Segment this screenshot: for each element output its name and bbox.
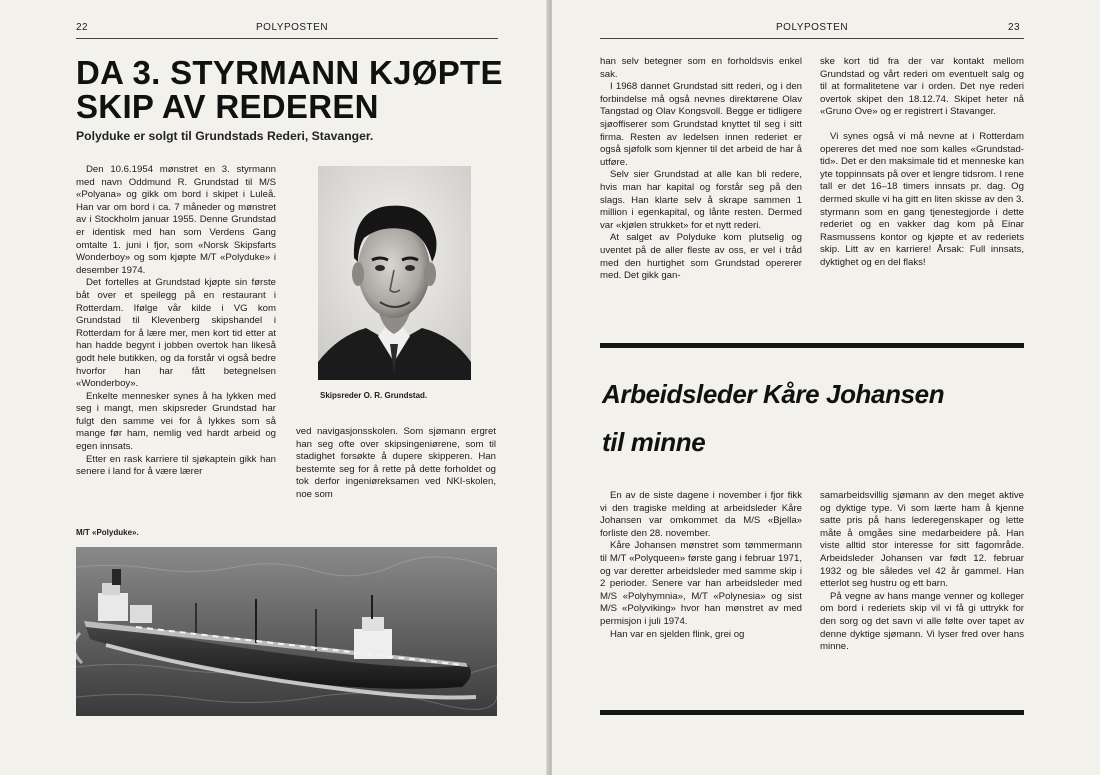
article-subheadline: Polyduke er solgt til Grundstads Rederi, Stavanger. [76,129,374,143]
paragraph: Han var en sjelden flink, grei og [610,628,745,640]
article-headline [76,56,516,124]
paragraph: han selv betegner som en forholdsvis enkel sak. [600,56,802,80]
paragraph: Det fortelles at Grundstad kjøpte sin første båt over et speilegg på en restaurant i Rotterdam. Ifølge vår kilde i VG kom Grundstad til Klevenberg skipshandel i Rotterdam for å lære mer, men kort tid etter at han hadde begynt i jobben overtok han likeså godt hele butikken, og da forstår vi også bedre hvorfor han har fått betegnelsen «Wonderboy». [76,277,276,390]
portrait-photo [318,166,471,380]
obituary-title-line-1: Arbeidsleder Kåre Johansen [602,379,945,409]
running-head: POLYPOSTEN [776,22,849,33]
ship-photo [76,547,497,716]
right-page [552,0,1100,775]
article-column-2 [296,426,496,502]
obituary-title-line-2: til minne [602,427,706,457]
ship-caption: M/T «Polyduke». [76,528,139,537]
paragraph: Etter en rask karriere til sjøkaptein gikk han senere i land for å være lærer [76,453,276,478]
section-divider [600,343,1024,348]
bottom-divider [600,710,1024,715]
headline-line-1: DA 3. STYRMANN KJØPTE [76,54,503,91]
paragraph: ved navigasjonsskolen. Som sjømann ergret han seg ofte over skipsingeniørene, som til stadighet forsøkte å dupere skipperen. Han bestemte seg for å rette på dette forholdet og tok derfor ingeniøreksamen ved NKI-skolen, noe som [296,426,496,500]
obituary-column-2 [820,490,1024,654]
paragraph: Vi synes også vi må nevne at i Rotterdam opereres det med noe som kalles «Grundstad-tid». Det er den maksimale tid et menneske kan yte toppinnsats på over et lengre tidsrom. I rene tall er det 16–18 timers innsats pr. dag. Og dermed skulle vi ha gitt en liten skisse av den 3. styrmann som en gang tjenestegjorde i dette rederiet og en vakker dag kom på Einar Rasmussens kontor og kjøpte et av rederiets skip. Litt av en karriere! Årsak: Full innsats, dyktighet og en del flaks! [820,130,1024,268]
running-head: POLYPOSTEN [256,22,329,33]
header-rule [600,38,1024,39]
page-number: 23 [1008,22,1021,33]
portrait-illustration [318,166,471,380]
headline-line-2: SKIP AV REDEREN [76,88,379,125]
portrait-caption: Skipsreder O. R. Grundstad. [320,391,428,400]
paragraph: På vegne av hans mange venner og kolleger om bord i rederiets skip vil vi få gi uttrykk for den sorg og det savn vi alle følte over tapet av denne dyktige sjømann. Vi lyser fred over hans minne. [820,590,1024,653]
article-continued-column-2 [820,56,1024,270]
left-page [0,0,548,775]
paragraph: Selv sier Grundstad at alle kan bli redere, hvis man har kapital og forstår seg på den slags. Han klarte selv å skrape sammen 1 million i egenkapital, og lånte resten. Dermed var «kjølen strukket» for et nytt rederi. [600,169,802,231]
paragraph: samarbeidsvillig sjømann av den meget aktive og dyktige type. Vi som lærte ham å kjenne satte pris på hans lederegenskaper og lette måte å omgåes sine medarbeidere på. Han viste alltid stor interesse for sitt fagområde. Arbeidsleder Johansen var født 12. februar 1932 og ble således vel 42 år gammel. Han etterlot seg hustru og ett barn. [820,490,1024,590]
paragraph: I 1968 dannet Grundstad sitt rederi, og i den forbindelse må også nevnes direktørene Olav Tangstad og Olav Kongsvoll. Begge er tidligere sjøoffiserer som Grundstad knyttet til seg i sitt firma. Resten av ledelsen innen rederiet er også sjøfolk som kjenner til det arbeid de har å utføre. [600,81,802,168]
obituary-column-1 [600,490,802,641]
paragraph: At salget av Polyduke kom plutselig og uventet på de aller fleste av oss, er vel i tråd med den hurtighet som Grundstad opererer med. Det gikk gan- [600,232,802,282]
paragraph: ske kort tid fra der var kontakt mellom Grundstad og vårt rederi om eventuelt salg og til at formalitetene var i orden. Det nye rederi overtok skipet den 18.12.74. Skipet heter nå «Gruno Ove» og er registrert i Stavanger. [820,56,1024,118]
paragraph: En av de siste dagene i november i fjor fikk vi den tragiske melding at arbeidsleder Kåre Johansen var omkommet da M/S «Bjella» forliste den 28. november. [600,490,802,539]
paragraph: Enkelte mennesker synes å ha lykken med seg i mangt, men skipsreder Grundstad har fulgt den samme vei for å lykkes som så mange før ham, nemlig ved hardt arbeid og egen innsats. [76,390,276,453]
paragraph: Den 10.6.1954 mønstret en 3. styrmann med navn Oddmund R. Grundstad til M/S «Polyana» og gikk om bord i skipet i Luleå. Han var om bord i ca. 7 måneder og mønstret av i Stockholm januar 1955. Denne Grundstad er identisk med han som Verdens Gang omtalte 1. juni i fjor, som «Norsk Skipsfarts Wonderboy» og som kjøpte M/T «Polyduke» i desember 1974. [76,164,276,276]
paragraph: Kåre Johansen mønstret som tømmermann til M/T «Polyqueen» første gang i februar 1971, og var deretter arbeidsleder med samme skip i 2 perioder. Senere var han arbeidsleder med M/S «Polyhymnia», M/T «Polynesia» og sist M/S «Polyviking» hvor han mønstret av med permisjon i juli 1974. [600,540,802,627]
ship-illustration [76,547,497,716]
header-rule [76,38,498,39]
page-number: 22 [76,22,89,33]
article-continued-column-1 [600,56,802,283]
article-column-1 [76,164,276,479]
